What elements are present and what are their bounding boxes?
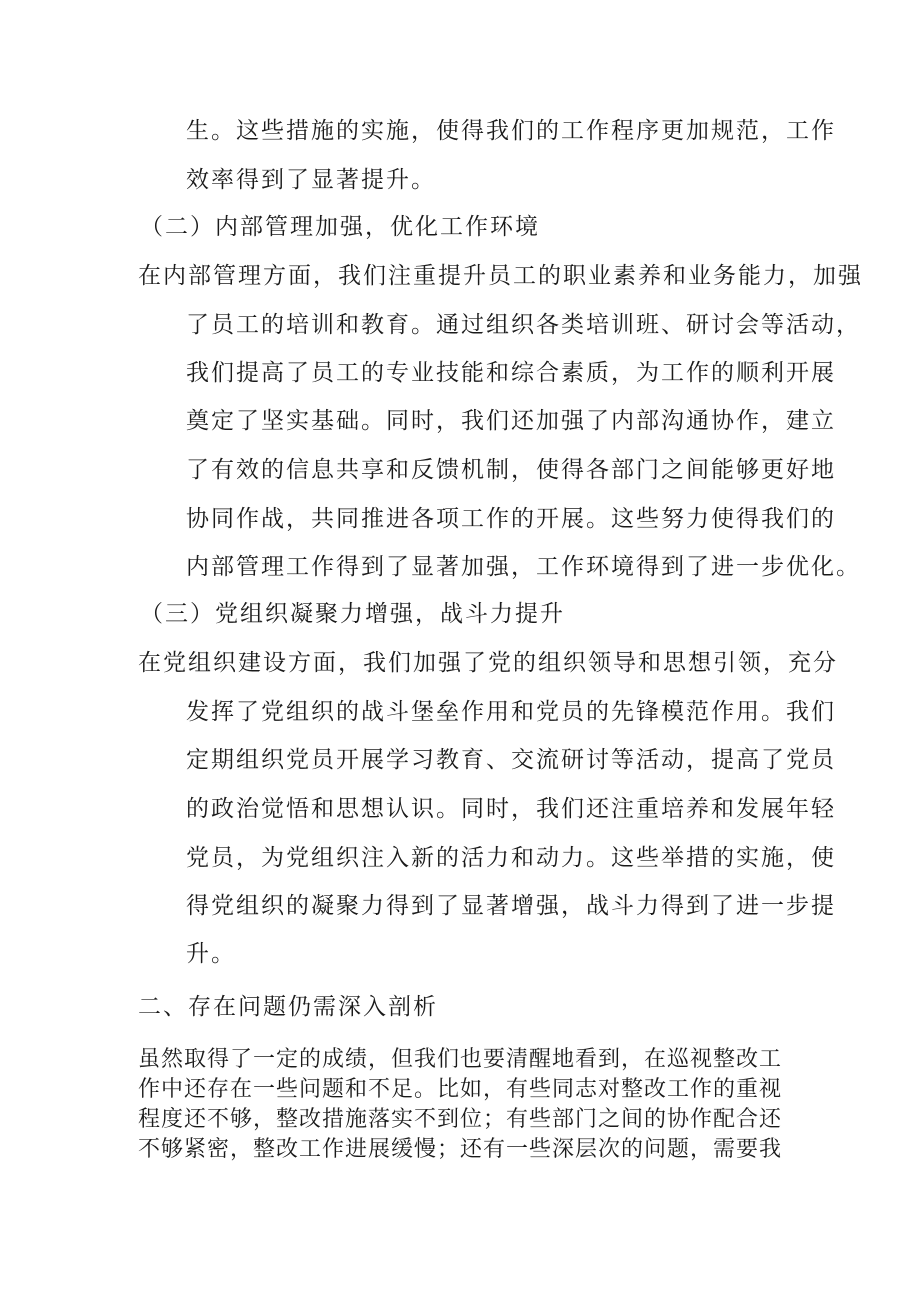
section-heading: 二、存在问题仍需深入剖析 [138,994,438,1020]
paragraph-line: 了员工的培训和教育。通过组织各类培训班、研讨会等活动， [186,312,861,338]
subsection-heading: （二）内部管理加强，优化工作环境 [140,214,540,240]
paragraph-line: 内部管理工作得到了显著加强，工作环境得到了进一步优化。 [186,554,861,580]
paragraph-line: 虽然取得了一定的成绩，但我们也要清醒地看到，在巡视整改工 [138,1047,783,1072]
paragraph-line: 升。 [186,941,236,967]
paragraph-line: 发挥了党组织的战斗堡垒作用和党员的先锋模范作用。我们 [186,699,836,725]
paragraph-line: 党员，为党组织注入新的活力和动力。这些举措的实施，使 [186,845,836,871]
paragraph-line: 协同作战，共同推进各项工作的开展。这些努力使得我们的 [186,506,836,532]
paragraph-line: 程度还不够，整改措施落实不到位；有些部门之间的协作配合还 [138,1107,783,1132]
paragraph-line: 作中还存在一些问题和不足。比如，有些同志对整改工作的重视 [138,1077,783,1102]
paragraph-line: 不够紧密，整改工作进展缓慢；还有一些深层次的问题，需要我 [138,1137,783,1162]
paragraph-line: 的政治觉悟和思想认识。同时，我们还注重培养和发展年轻 [186,796,836,822]
paragraph-line: 了有效的信息共享和反馈机制，使得各部门之间能够更好地 [186,457,836,483]
paragraph-line: 我们提高了员工的专业技能和综合素质，为工作的顺利开展 [186,360,836,386]
subsection-heading: （三）党组织凝聚力增强，战斗力提升 [140,601,565,627]
paragraph-line: 在内部管理方面，我们注重提升员工的职业素养和业务能力，加强 [138,263,863,289]
paragraph-line: 奠定了坚实基础。同时，我们还加强了内部沟通协作，建立 [186,408,836,434]
paragraph-line: 效率得到了显著提升。 [186,167,436,193]
paragraph-line: 得党组织的凝聚力得到了显著增强，战斗力得到了进一步提 [186,893,836,919]
paragraph-line: 定期组织党员开展学习教育、交流研讨等活动，提高了党员 [186,747,836,773]
paragraph-line: 在党组织建设方面，我们加强了党的组织领导和思想引领，充分 [138,650,838,676]
paragraph-line: 生。这些措施的实施，使得我们的工作程序更加规范，工作 [186,118,836,144]
